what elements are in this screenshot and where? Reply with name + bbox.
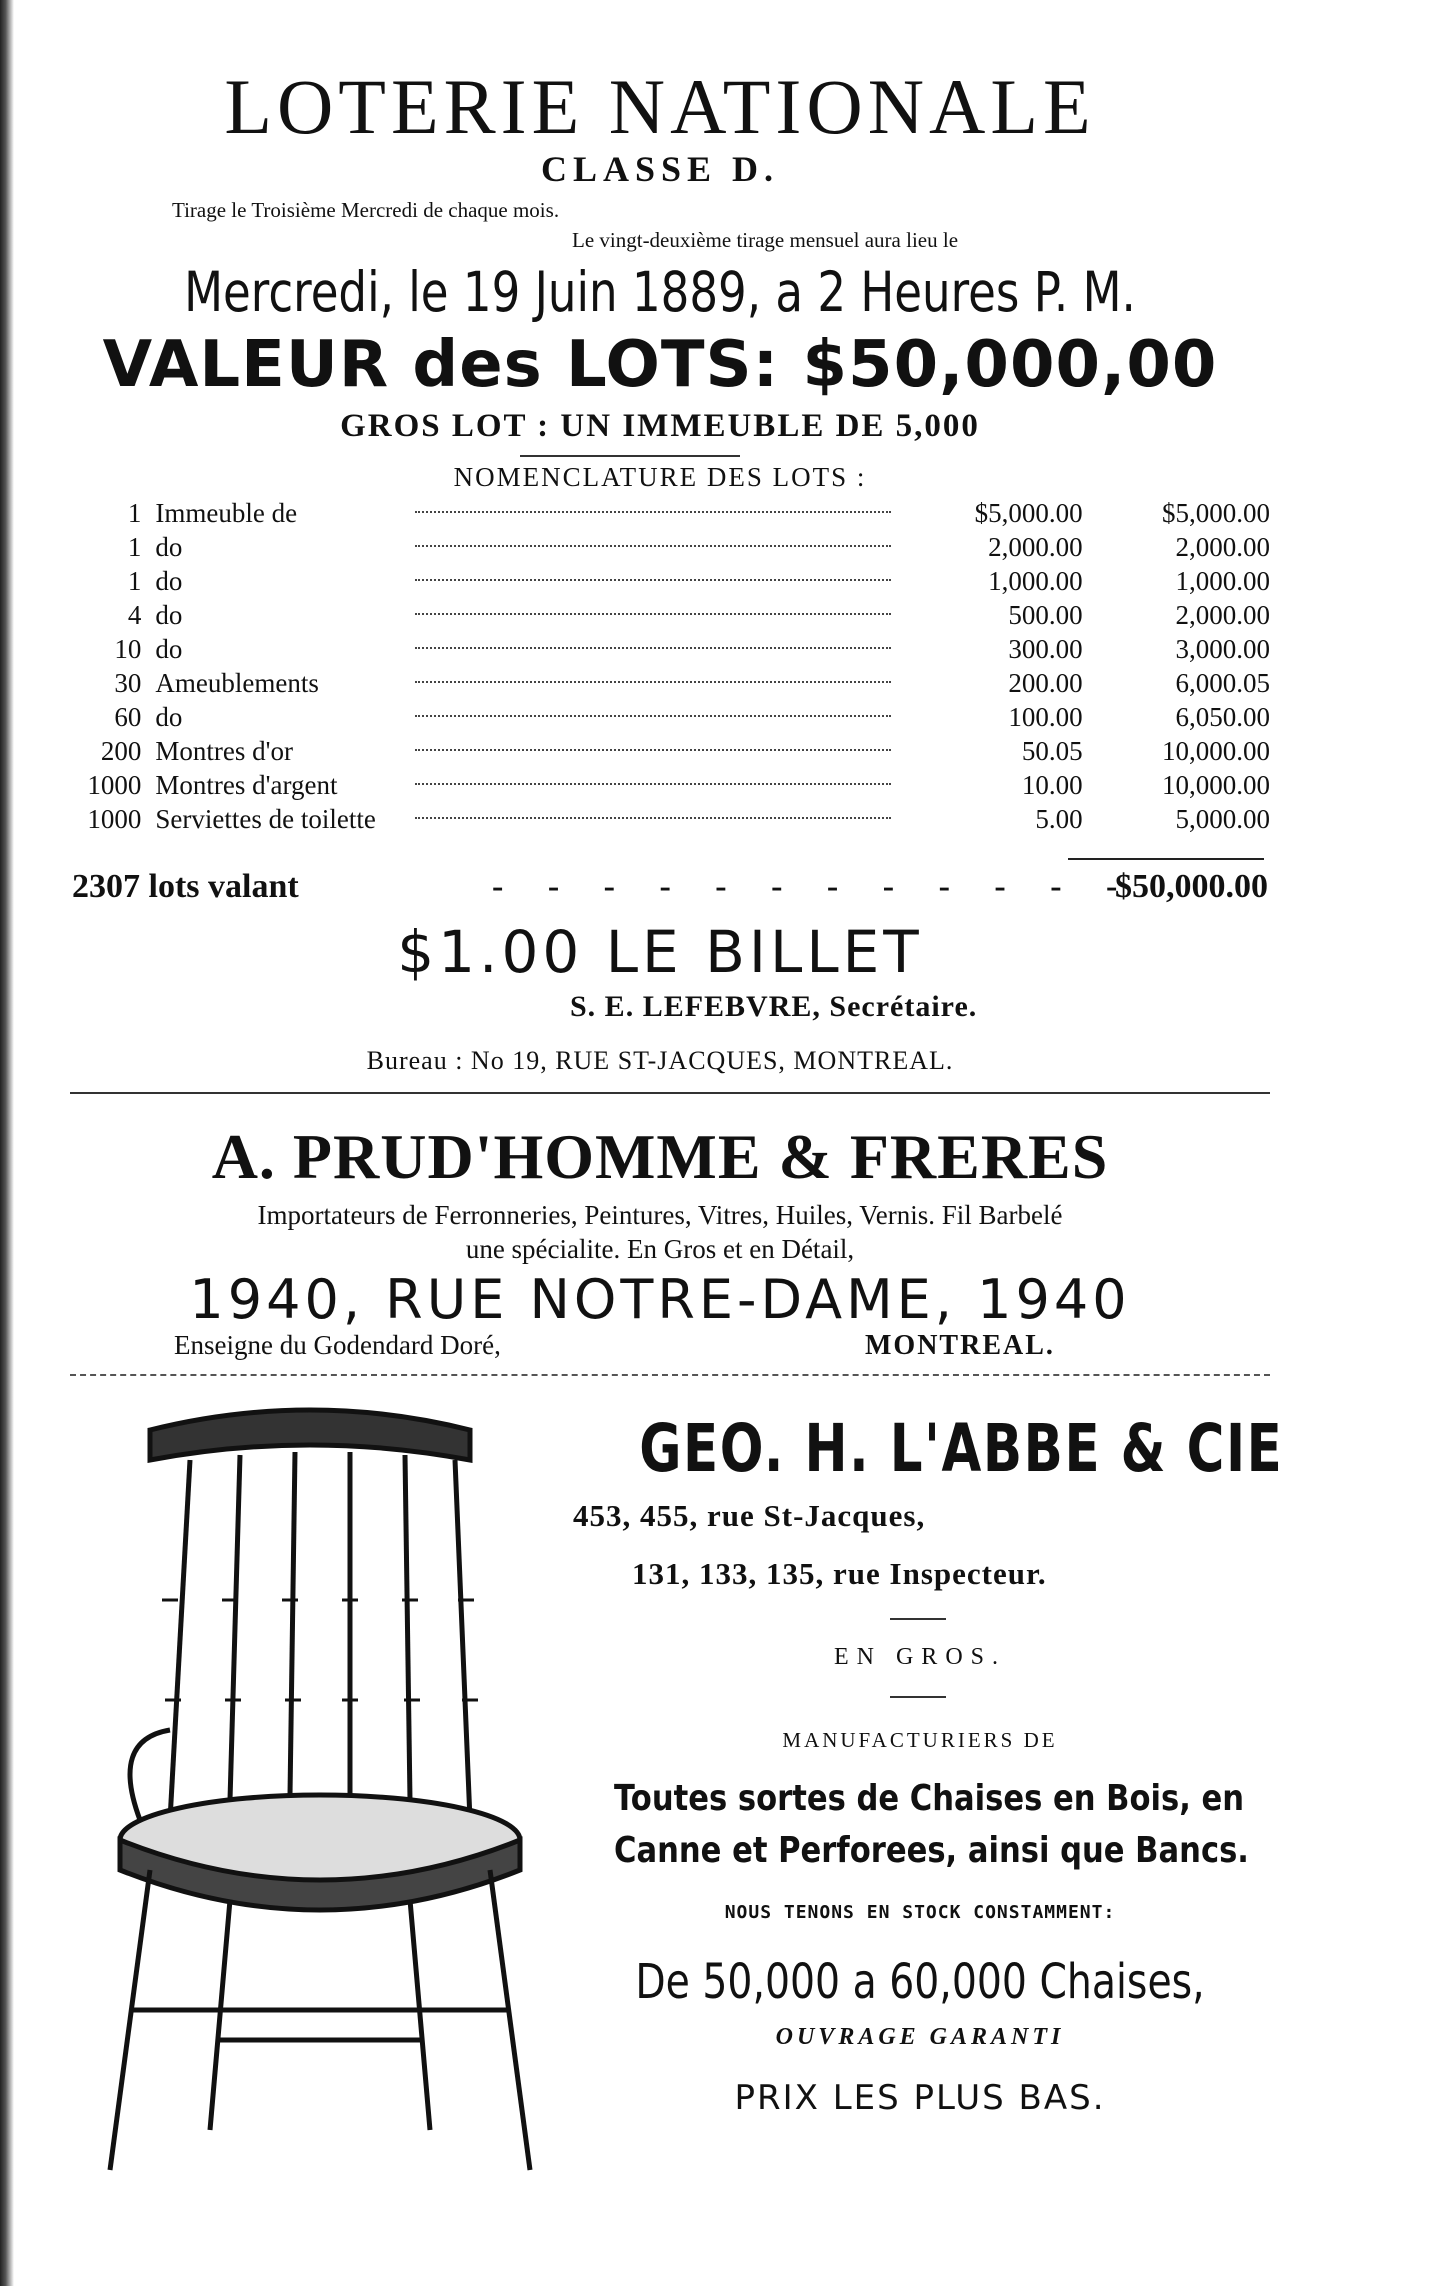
lot-row: [70, 734, 1270, 768]
gros-lot: GROS LOT : UN IMMEUBLE DE 5,000: [340, 408, 980, 444]
leader-dots: [415, 579, 891, 581]
lot-row: [70, 768, 1270, 802]
labbe-line-2: Canne et Perforees, ainsi que Bancs.: [614, 1830, 1249, 1871]
lot-quantity: 4: [127, 600, 142, 630]
labbe-guarantee: OUVRAGE GARANTI: [775, 2024, 1065, 2050]
total-dashes: - - - - - - - - - - - -: [492, 868, 1136, 905]
lot-description: do: [155, 532, 183, 562]
labbe-stock: NOUS TENONS EN STOCK CONSTAMMENT:: [724, 1902, 1116, 1923]
lot-price: 200.00: [1008, 668, 1083, 698]
lot-description: Montres d'argent: [155, 770, 338, 800]
lot-price: 10.00: [1021, 770, 1083, 800]
sum-line: [1068, 858, 1264, 860]
lot-description: do: [155, 634, 183, 664]
lot-row: [70, 700, 1270, 734]
divider: [520, 455, 740, 457]
leader-dots: [415, 715, 891, 717]
leader-dots: [415, 681, 891, 683]
labbe-line-1: Toutes sortes de Chaises en Bois, en: [614, 1778, 1245, 1819]
prudhomme-city: MONTREAL.: [865, 1330, 1055, 1361]
lot-price: 5.00: [1035, 804, 1083, 834]
nomenclature-heading: NOMENCLATURE DES LOTS :: [453, 462, 867, 492]
lot-total: 2,000.00: [1175, 600, 1270, 630]
labbe-en-gros: EN GROS.: [833, 1644, 1006, 1670]
lot-price: 500.00: [1008, 600, 1083, 630]
short-divider-2: [890, 1696, 946, 1698]
lot-quantity: 1000: [87, 804, 142, 834]
lottery-date: Mercredi, le 19 Juin 1889, a 2 Heures P. M.: [184, 260, 1136, 324]
prudhomme-line-1: Importateurs de Ferronneries, Peintures, Vitres, Huiles, Vernis. Fil Barbelé: [257, 1200, 1063, 1230]
lot-description: Montres d'or: [155, 736, 294, 766]
lot-row: [70, 666, 1270, 700]
lot-total: 6,000.05: [1175, 668, 1270, 698]
lot-description: Serviettes de toilette: [155, 804, 376, 834]
labbe-quantity: De 50,000 a 60,000 Chaises,: [635, 1954, 1205, 2010]
lot-quantity: 30: [114, 668, 142, 698]
leader-dots: [415, 613, 891, 615]
lot-description: do: [155, 702, 183, 732]
lot-price: 300.00: [1008, 634, 1083, 664]
total-label: 2307 lots valant: [72, 868, 299, 905]
lot-quantity: 1: [127, 498, 142, 528]
lot-description-cell: [155, 530, 895, 564]
lot-description-cell: [155, 496, 895, 530]
lot-description: Immeuble de: [155, 498, 298, 528]
bureau-address: Bureau : No 19, RUE ST-JACQUES, MONTREAL.: [366, 1046, 954, 1075]
leader-dots: [415, 783, 891, 785]
prudhomme-address: 1940, RUE NOTRE-DAME, 1940: [189, 1268, 1131, 1331]
lottery-note-2: Le vingt-deuxième tirage mensuel aura lieu le: [572, 228, 959, 252]
lot-row: [70, 530, 1270, 564]
lot-total: 6,050.00: [1175, 702, 1270, 732]
lot-description-cell: [155, 802, 895, 836]
lot-price: $5,000.00: [974, 498, 1083, 528]
lot-total: 10,000.00: [1162, 770, 1270, 800]
section-divider-2: [70, 1374, 1270, 1376]
lot-description-cell: [155, 734, 895, 768]
lot-total: 10,000.00: [1162, 736, 1270, 766]
lot-description: do: [155, 566, 183, 596]
prudhomme-line-2: une spécialite. En Gros et en Détail,: [465, 1234, 855, 1264]
lot-row: [70, 598, 1270, 632]
lot-quantity: 60: [114, 702, 142, 732]
lot-price: 50.05: [1021, 736, 1083, 766]
lot-description-cell: [155, 666, 895, 700]
lot-row: [70, 632, 1270, 666]
total-value: $50,000.00: [1115, 868, 1268, 905]
lottery-note-1: Tirage le Troisième Mercredi de chaque mois.: [172, 198, 560, 222]
secretary: S. E. LEFEBVRE, Secrétaire.: [570, 990, 978, 1023]
lot-total: $5,000.00: [1162, 498, 1270, 528]
lot-description-cell: [155, 598, 895, 632]
lot-total: 5,000.00: [1175, 804, 1270, 834]
prudhomme-sign: Enseigne du Godendard Doré,: [174, 1330, 501, 1360]
lot-quantity: 1: [127, 532, 142, 562]
leader-dots: [415, 647, 891, 649]
lottery-title: LOTERIE NATIONALE: [224, 63, 1096, 150]
lot-description-cell: [155, 700, 895, 734]
ticket-price: $1.00 LE BILLET: [397, 918, 923, 986]
lot-quantity: 1000: [87, 770, 142, 800]
lot-description-cell: [155, 632, 895, 666]
lot-description: Ameublements: [155, 668, 319, 698]
lot-total: 2,000.00: [1175, 532, 1270, 562]
labbe-price: PRIX LES PLUS BAS.: [734, 2078, 1106, 2118]
lot-quantity: 10: [114, 634, 142, 664]
lottery-value: VALEUR des LOTS: $50,000,00: [102, 328, 1218, 402]
leader-dots: [415, 817, 891, 819]
chair-illustration: [70, 1400, 570, 2180]
lot-total: 3,000.00: [1175, 634, 1270, 664]
section-divider: [70, 1092, 1270, 1094]
lots-table: [70, 496, 1270, 836]
page-edge-shadow: [0, 0, 14, 2286]
lot-description-cell: [155, 768, 895, 802]
lot-quantity: 200: [100, 736, 142, 766]
lot-total: 1,000.00: [1175, 566, 1270, 596]
leader-dots: [415, 749, 891, 751]
lot-quantity: 1: [127, 566, 142, 596]
lot-price: 2,000.00: [988, 532, 1083, 562]
labbe-name: GEO. H. L'ABBE & CIE: [639, 1410, 1284, 1487]
lot-price: 100.00: [1008, 702, 1083, 732]
short-divider: [890, 1618, 946, 1620]
lot-description: do: [155, 600, 183, 630]
leader-dots: [415, 511, 891, 513]
lot-row: [70, 564, 1270, 598]
labbe-manufacturers: MANUFACTURIERS DE: [782, 1728, 1058, 1752]
lot-row: [70, 496, 1270, 530]
labbe-address-1: 453, 455, rue St-Jacques,: [573, 1498, 926, 1533]
prudhomme-name: A. PRUD'HOMME & FRERES: [211, 1121, 1109, 1192]
labbe-address-2: 131, 133, 135, rue Inspecteur.: [632, 1556, 1047, 1591]
lot-price: 1,000.00: [988, 566, 1083, 596]
leader-dots: [415, 545, 891, 547]
lottery-class: CLASSE D.: [540, 149, 780, 189]
lot-row: [70, 802, 1270, 836]
lot-description-cell: [155, 564, 895, 598]
